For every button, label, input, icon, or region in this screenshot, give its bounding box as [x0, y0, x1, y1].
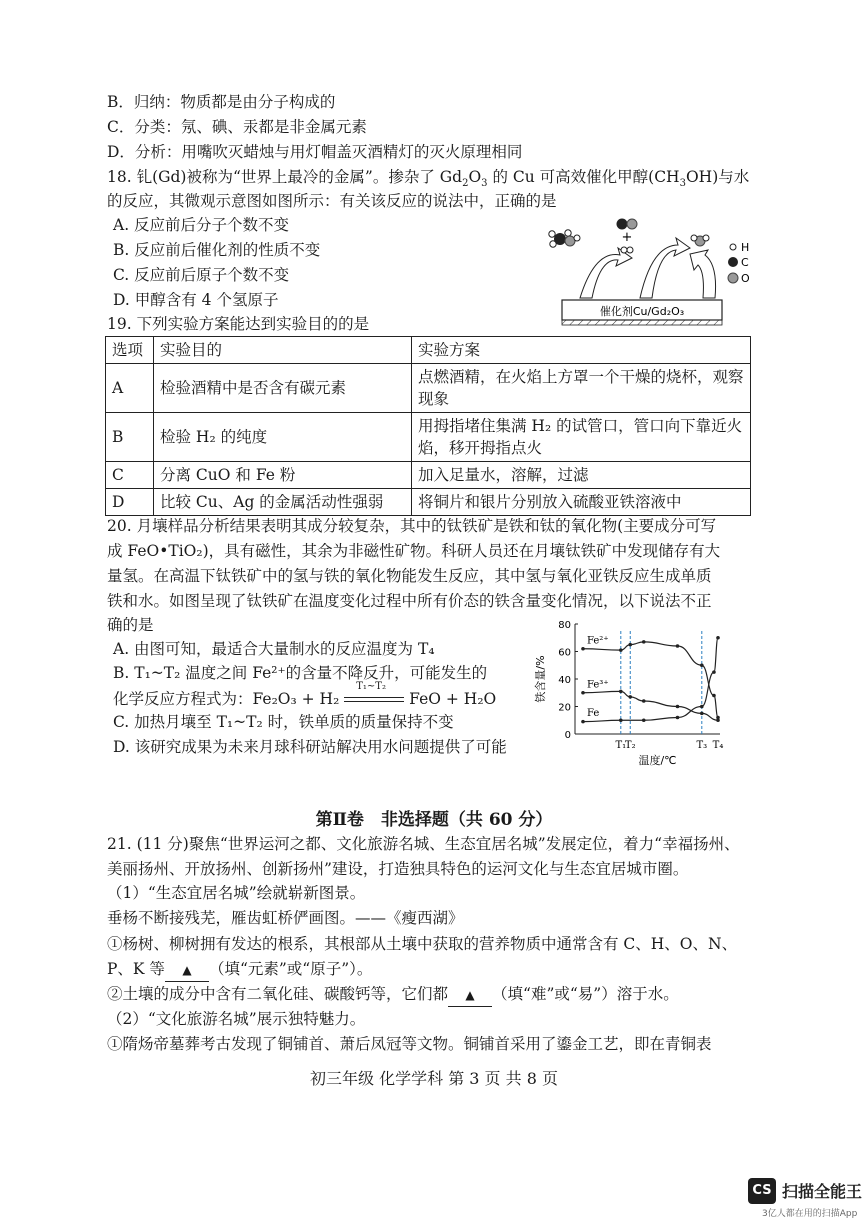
- data-point: [716, 718, 720, 722]
- table-header-cell: 实验目的: [154, 337, 412, 364]
- part2-title: 第Ⅱ卷 非选择题（共 60 分）: [315, 810, 553, 830]
- table-header-cell: 实验方案: [412, 337, 751, 364]
- reaction-condition-arrow: T₁~T₂: [344, 693, 404, 707]
- table-row: [106, 462, 751, 489]
- y-tick-label: 0: [564, 730, 571, 741]
- data-point: [581, 647, 585, 651]
- methanol-molecule-icon: [549, 230, 580, 247]
- q18-option-d: D. 甲醇含有 4 个氢原子: [113, 291, 279, 309]
- data-point: [712, 670, 716, 674]
- q17-option-b: B．归纳：物质都是由分子构成的: [107, 93, 336, 111]
- camscanner-logo-icon: CS: [748, 1178, 776, 1204]
- q18-reaction-diagram: [540, 210, 765, 330]
- data-point: [700, 712, 704, 716]
- table-cell-plan: 点燃酒精，在火焰上方罩一个干燥的烧杯，观察现象: [412, 364, 751, 413]
- series-label: Fe³⁺: [587, 679, 609, 691]
- x-tick-label: T₁: [615, 740, 627, 751]
- table-cell-goal: 检验 H₂ 的纯度: [154, 413, 412, 462]
- q20-stem-line4: 铁和水。如图呈现了钛铁矿在温度变化过程中所有价态的铁含量变化情况，以下说法不正: [107, 592, 712, 610]
- q17-option-d: D．分析：用嘴吹灭蜡烛与用灯帽盖灭酒精灯的灭火原理相同: [107, 143, 523, 161]
- table-cell-plan: 加入足量水，溶解，过滤: [412, 462, 751, 489]
- q21-sub2: （2）“文化旅游名城”展示独特魅力。: [107, 1010, 366, 1028]
- y-tick-label: 60: [558, 647, 571, 659]
- data-point: [676, 716, 680, 720]
- q21-poem: 垂杨不断接残芜，雁齿虹桥俨画图。——《瘦西湖》: [107, 909, 464, 927]
- data-point: [619, 690, 623, 694]
- x-tick-label: T₄: [712, 740, 724, 751]
- data-point: [619, 718, 623, 722]
- table-cell-goal: 分离 CuO 和 Fe 粉: [154, 462, 412, 489]
- svg-text:C: C: [741, 256, 749, 269]
- q19-table: [105, 336, 751, 516]
- data-point: [716, 636, 720, 640]
- data-point: [676, 705, 680, 709]
- q20-stem-line2: 成 FeO•TiO₂)，具有磁性，其余为非磁性矿物。科研人员还在月壤钛铁矿中发现储存有大: [107, 542, 721, 560]
- table-cell-plan: 将铜片和银片分别放入硫酸亚铁溶液中: [412, 489, 751, 516]
- q19-stem: 19. 下列实验方案能达到实验目的的是: [107, 315, 370, 333]
- table-cell-option: B: [106, 413, 154, 462]
- products-molecule-icon: [617, 219, 638, 254]
- table-cell-option: A: [106, 364, 154, 413]
- table-row: [106, 489, 751, 516]
- watermark-subtitle: 3亿人都在用的扫描App: [762, 1209, 858, 1219]
- q21-stem-line1: 21. (11 分)聚焦“世界运河之都、文化旅游名城、生态宜居名城”发展定位，着力“幸福扬州、: [107, 835, 740, 853]
- q20-option-b-equation: 化学反应方程式为：Fe₂O₃ + H₂ T₁~T₂ FeO + H₂O: [113, 681, 497, 708]
- series-label: Fe: [587, 708, 600, 720]
- data-point: [619, 648, 623, 652]
- q20-stem-line1: 20. 月壤样品分析结果表明其成分较复杂，其中的钛铁矿是铁和钛的氧化物(主要成分可写: [107, 517, 717, 535]
- data-point: [676, 644, 680, 648]
- watermark-name: 扫描全能王: [782, 1182, 863, 1201]
- table-row: [106, 413, 751, 462]
- svg-text:+: +: [621, 230, 633, 245]
- atom-legend: [728, 241, 750, 285]
- q18-option-b: B. 反应前后催化剂的性质不变: [113, 241, 321, 259]
- table-row: [106, 364, 751, 413]
- x-axis-label: 温度/℃: [638, 754, 677, 767]
- catalyst-label: 催化剂Cu/Gd₂O₃: [599, 305, 685, 318]
- q21-item2: ②土壤的成分中含有二氧化硅、碳酸钙等，它们都 ▲ （填“难”或“易”）溶于水。: [107, 983, 679, 1007]
- answer-blank[interactable]: ▲: [448, 984, 492, 1007]
- data-point: [642, 718, 646, 722]
- q20-stem-line5: 确的是: [107, 616, 154, 634]
- iron-content-chart: [530, 612, 745, 772]
- data-point: [628, 643, 632, 647]
- data-point: [642, 699, 646, 703]
- table-cell-goal: 检验酒精中是否含有碳元素: [154, 364, 412, 413]
- q20-option-a: A. 由图可知，最适合大量制水的反应温度为 T₄: [113, 640, 435, 658]
- table-header-cell: 选项: [106, 337, 154, 364]
- data-point: [628, 695, 632, 699]
- q21-item1-line1: ①杨树、柳树拥有发达的根系，其根部从土壤中获取的营养物质中通常含有 C、H、O、N、: [107, 935, 738, 953]
- data-point: [700, 663, 704, 667]
- table-cell-goal: 比较 Cu、Ag 的金属活动性强弱: [154, 489, 412, 516]
- q18-stem-line1: 18. 钆(Gd)被称为“世界上最冷的金属”。掺杂了 $Gd_2O_3$ 的 Cu 可高效催化甲醇$(CH_3OH)$与水: [107, 168, 750, 190]
- q18-option-c: C. 反应前后原子个数不变: [113, 266, 290, 284]
- q20-stem-line3: 量氢。在高温下钛铁矿中的氢与铁的氧化物能发生反应，其中氢与氧化亚铁反应生成单质: [107, 567, 712, 585]
- data-point: [700, 705, 704, 709]
- q18-stem-line2: 的反应，其微观示意图如图所示：有关该反应的说法中，正确的是: [107, 192, 557, 210]
- data-point: [581, 691, 585, 695]
- q20-option-c: C. 加热月壤至 T₁~T₂ 时，铁单质的质量保持不变: [113, 713, 454, 731]
- series-line: [583, 691, 718, 720]
- page-footer: 初三年级 化学学科 第 3 页 共 8 页: [310, 1069, 558, 1088]
- table-cell-option: C: [106, 462, 154, 489]
- q21-item1-line2: P、K 等 ▲ （填“元素”或“原子”）。: [107, 958, 372, 982]
- y-tick-label: 80: [558, 620, 571, 631]
- q21-sub1: （1）“生态宜居名城”绘就崭新图景。: [107, 884, 366, 902]
- table-cell-plan: 用拇指堵住集满 H₂ 的试管口，管口向下靠近火焰，移开拇指点火: [412, 413, 751, 462]
- x-tick-label: T₂: [624, 740, 636, 751]
- data-point: [712, 694, 716, 698]
- table-cell-option: D: [106, 489, 154, 516]
- water-molecule-icon: [691, 235, 709, 246]
- svg-text:H: H: [741, 241, 750, 254]
- data-point: [642, 640, 646, 644]
- y-tick-label: 40: [558, 675, 571, 686]
- y-tick-label: 20: [558, 702, 571, 714]
- q21-item3: ①隋炀帝墓葬考古发现了铜铺首、萧后凤冠等文物。铜铺首采用了鎏金工艺，即在青铜表: [107, 1035, 712, 1053]
- x-tick-label: T₃: [696, 740, 708, 751]
- y-axis-label: 铁含量/%: [534, 655, 547, 703]
- q20-option-d: D. 该研究成果为未来月球科研站解决用水问题提供了可能: [113, 738, 507, 756]
- q21-stem-line2: 美丽扬州、开放扬州、创新扬州”建设，打造独具特色的运河文化与生态宜居城市圈。: [107, 860, 689, 878]
- answer-blank[interactable]: ▲: [165, 959, 209, 982]
- q17-option-c: C．分类：氖、碘、汞都是非金属元素: [107, 118, 367, 136]
- table-header-row: [106, 337, 751, 364]
- svg-text:O: O: [741, 272, 750, 285]
- data-point: [581, 720, 585, 724]
- series-label: Fe²⁺: [587, 635, 609, 647]
- q20-option-b-line1: B. T₁~T₂ 温度之间 Fe²⁺的含量不降反升，可能发生的: [113, 664, 488, 682]
- q18-option-a: A. 反应前后分子个数不变: [113, 216, 290, 234]
